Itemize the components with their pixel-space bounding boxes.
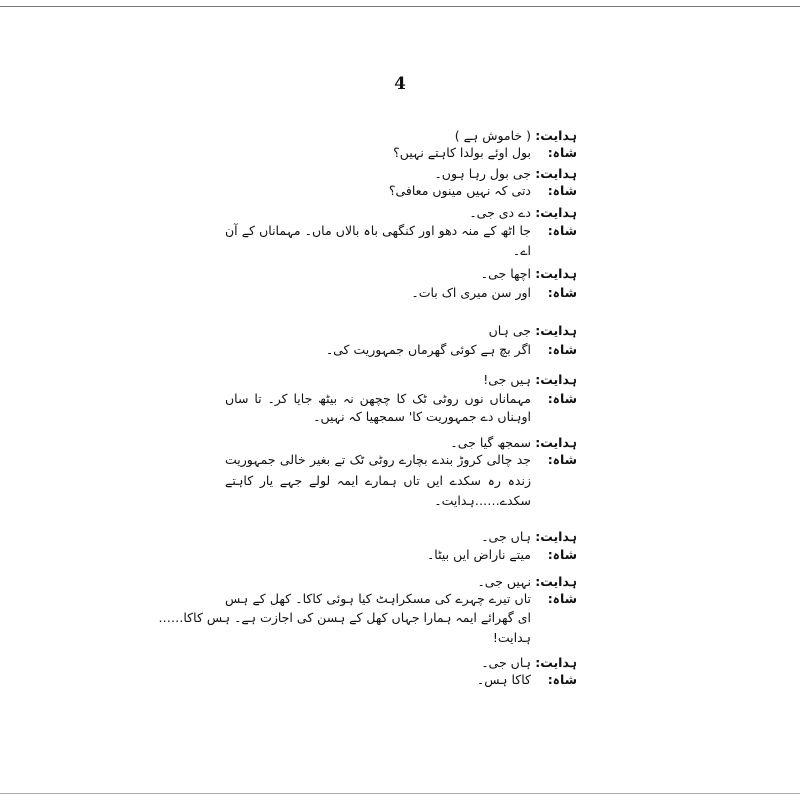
speaker-label: ہدایت: [535,372,577,387]
dialogue-text: دے دی جی۔ [469,205,531,220]
dialogue-text: اور سن میری اک بات۔ [411,285,531,300]
dialogue-text: زندہ رہ سکدے ایں تاں ہمارے ایمہ لولے جہے یار کاہتے [225,473,531,488]
dialogue-line [225,407,577,427]
dialogue-line [225,340,577,360]
dialogue-text: ( خاموش ہے ) [454,128,531,143]
dialogue-line [225,283,577,303]
dialogue-text: کاکا ہس۔ [476,672,531,687]
speaker-label: شاہ: [547,391,577,406]
dialogue-line [225,545,577,565]
speaker-label: شاہ: [547,591,577,606]
speaker-label: ہدایت: [535,128,577,143]
speaker-label: شاہ: [547,183,577,198]
speaker-label: ہدایت: [535,574,577,589]
dialogue-line [225,450,577,470]
dialogue-text: نہیں جی۔ [477,574,531,589]
dialogue-line [225,670,577,690]
dialogue-line [225,370,577,390]
scan-bottom-edge [0,793,800,794]
speaker-label: شاہ: [547,547,577,562]
dialogue-line [225,589,577,609]
dialogue-line [225,491,577,511]
dialogue-text: ہیں جی! [483,372,531,387]
speaker-label: شاہ: [547,285,577,300]
dialogue-text: اے۔ [512,243,531,258]
dialogue-text: اچھا جی۔ [480,266,531,281]
dialogue-line [225,241,577,261]
dialogue-text: جی بول رہا ہوں۔ [434,166,531,181]
dialogue-line [158,608,577,628]
dialogue-line [225,628,577,648]
dialogue-line [225,181,577,201]
dialogue-line [225,264,577,284]
speaker-label: ہدایت: [535,166,577,181]
dialogue-text: ہدایت! [492,630,531,645]
speaker-label: شاہ: [547,223,577,238]
speaker-label: ہدایت: [535,435,577,450]
dialogue-text: بول اوئے بولدا کاہتے نہیں؟ [393,145,531,160]
speaker-label: ہدایت: [535,266,577,281]
dialogue-text: اوہناں دے جمہوریت کا' سمجھیا کہ نہیں۔ [313,409,531,424]
speaker-label: ہدایت: [535,655,577,670]
speaker-label: شاہ: [547,342,577,357]
speaker-label: ہدایت: [535,529,577,544]
speaker-label: ہدایت: [535,205,577,220]
dialogue-text: جد چالی کروڑ بندے بچارے روٹی ٹک تے بغیر خالی جمہوریت [225,452,531,467]
dialogue-text: اگر بچ ہے کوئی گھرماں جمہوریت کی۔ [325,342,531,357]
speaker-label: شاہ: [547,145,577,160]
dialogue-text: ہاں جی۔ [481,529,531,544]
dialogue-line [225,203,577,223]
dialogue-text: مہماناں نوں روٹی ٹک کا چچھن نہ بیٹھ جایا کر۔ تا ساں [225,391,531,406]
dialogue-line [225,321,577,341]
dialogue-line [225,143,577,163]
dialogue-text: جا اٹھ کے منہ دھو اور کنگھی باہ بالاں ماں۔ مہماناں کے آن [225,223,531,238]
speaker-label: شاہ: [547,452,577,467]
scan-top-edge [0,6,800,7]
dialogue-text: میتے ناراض ایں بیٹا۔ [426,547,531,562]
speaker-label: شاہ: [547,672,577,687]
dialogue-line [225,221,577,241]
dialogue-line [225,527,577,547]
dialogue-line [225,389,577,409]
dialogue-line [225,471,577,491]
speaker-label: ہدایت: [535,323,577,338]
page-number: 4 [394,74,406,94]
dialogue-text: تاں تیرے چہرے کی مسکراہٹ کیا ہوئی کاکا۔ کھل کے ہس [225,591,531,606]
dialogue-text: جی ہاں [488,323,531,338]
dialogue-text: دتی کہ نہیں مینوں معافی؟ [388,183,531,198]
dialogue-text: سمجھ گیا جی۔ [450,435,531,450]
dialogue-text: سکدے……ہدایت۔ [434,493,531,508]
dialogue-text: ہاں جی۔ [481,655,531,670]
dialogue-text: ای گھرائے ایمہ ہمارا جہاں کھل کے ہسن کی اجازت ہے۔ ہس کاکا…… [158,610,531,625]
